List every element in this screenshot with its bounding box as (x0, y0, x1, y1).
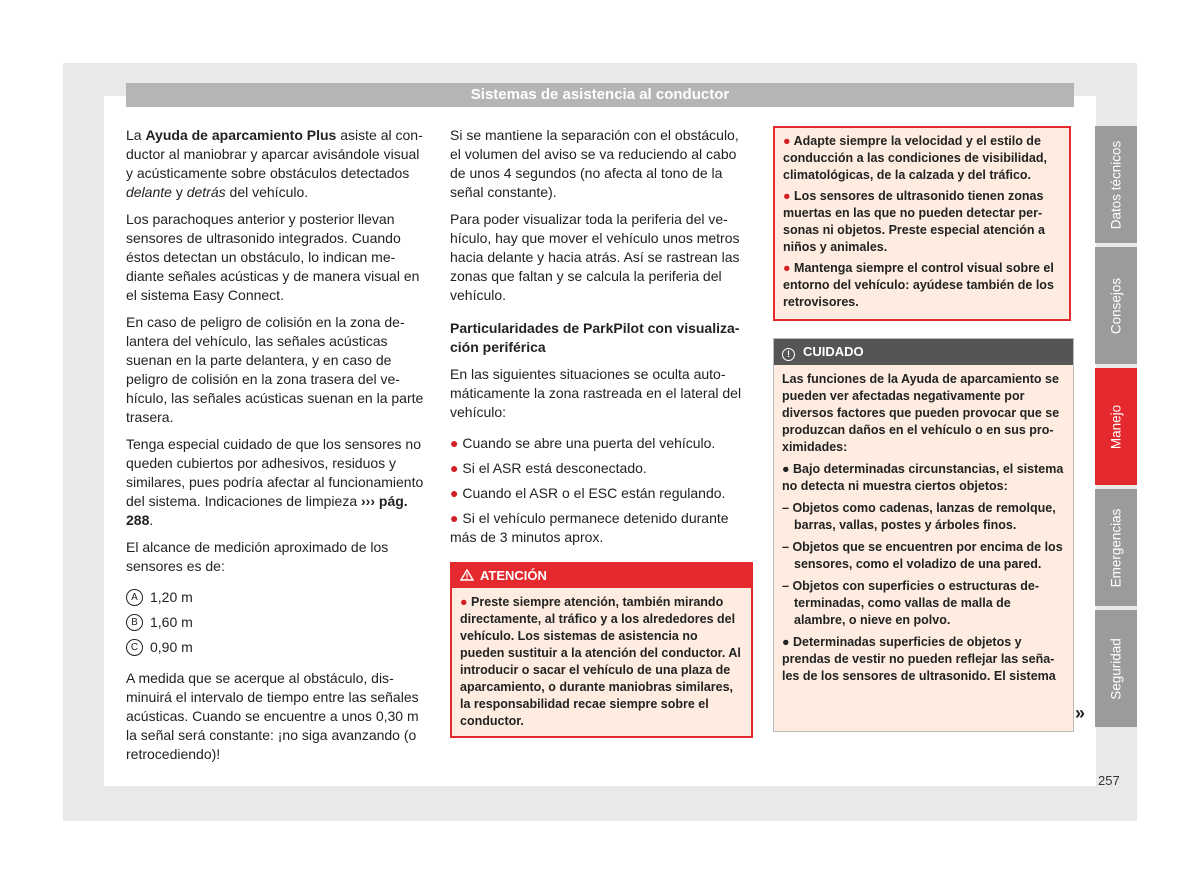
interval-paragraph: A medida que se acerque al obstáculo, disminuirá el intervalo de tiempo entre las señales acústicas. Cuando se encuentre a unos 0,30 m la señal será constante: ¡no siga avanzando (o retrocediendo)! (126, 670, 419, 762)
list-item: ● Cuando el ASR o el ESC están regulando. (450, 485, 726, 501)
range-paragraph: El alcance de medición aproximado de los sensores es de: (126, 539, 389, 574)
measure-item: B 1,60 m (126, 613, 426, 632)
list-item: – Objetos con superficies o estructuras determinadas, como vallas de malla de alambre, o nieve en polvo. (782, 579, 1040, 627)
caution-header: ! CUIDADO (774, 339, 1073, 365)
measure-item: C 0,90 m (126, 638, 426, 657)
attention-text: ● Preste siempre atención, también mirando directamente, al tráfico y a los alrededores del vehículo. Los sistemas de asistencia no pueden sustituir a la atención del conductor. Al introducir o sacar el vehículo de una plaza de aparcamiento, o durante maniobras similares, la responsabilidad recae siempre sobre el conductor. (460, 595, 741, 728)
list-item: ● Mantenga siempre el control visual sobre el entorno del vehículo: ayúdese también de los retrovisores. (783, 261, 1054, 309)
tab-consejos[interactable]: Consejos (1095, 247, 1137, 364)
list-item: ● Determinadas superficies de objetos y prendas de vestir no pueden reflejar las señales de los sensores de ultrasonido. El sistema (782, 635, 1056, 683)
column-2 (450, 126, 750, 555)
tab-seguridad[interactable]: Seguridad (1095, 610, 1137, 727)
subheading: Particularidades de ParkPilot con visualización periférica (450, 320, 740, 355)
info-circle-icon: ! (782, 348, 795, 361)
warning-triangle-icon (460, 569, 474, 581)
cleaning-paragraph: Tenga especial cuidado de que los sensores no queden cubiertos por adhesivos, residuos y similares, pues podría afectar al funcionamiento del sistema. Indicaciones de limpieza ››› pág. 288. (126, 436, 424, 528)
intro-paragraph: La Ayuda de aparcamiento Plus asiste al conductor al maniobrar y aparcar avisándole visual y acústicamente sobre obstáculos detectados delante y detrás del vehículo. (126, 127, 423, 200)
letter-a-icon: A (126, 589, 143, 606)
list-item: ● Bajo determinadas circunstancias, el sistema no detecta ni muestra ciertos objetos: (782, 462, 1064, 493)
section-header: Sistemas de asistencia al conductor (126, 83, 1074, 107)
list-item: – Objetos como cadenas, lanzas de remolque, barras, vallas, postes y árboles finos. (782, 501, 1056, 532)
situations-list (450, 434, 750, 547)
warning-box (773, 126, 1071, 321)
tab-emergencias[interactable]: Emergencias (1095, 489, 1137, 606)
situations-paragraph: En las siguientes situaciones se oculta automáticamente la zona rastreada en el lateral del vehículo: (450, 366, 742, 420)
continued-arrow-icon: » (1075, 703, 1086, 723)
page-number: 257 (1098, 773, 1120, 788)
list-item: ● Si el ASR está desconectado. (450, 460, 647, 476)
sensors-paragraph: Los parachoques anterior y posterior llevan sensores de ultrasonido integrados. Cuando éstos detectan un obstáculo, lo indican mediante señales acústicas y de manera visual en el sistema Easy Connect. (126, 211, 420, 303)
caution-text: Las funciones de la Ayuda de aparcamiento se pueden ver afectadas negativamente por diversos factores que pueden provocar que se produzcan daños en el vehículo o en sus proximidades: ● Bajo determinadas circunstancias, el sistema no detecta ni muestra ciertos objetos: – Objetos como cadenas, lanzas de remolque, barras, vallas, postes y árboles finos. – Objetos que se encuentren por encima de los sensores, como el voladizo de una pared. – Objetos con superficies o estructuras determinadas, como vallas de malla de alambre, o nieve en polvo. ● Determinadas superficies de objetos y prendas de vestir no pueden reflejar las señales de los sensores de ultrasonido. El sistema (782, 372, 1064, 683)
volume-paragraph: Si se mantiene la separación con el obstáculo, el volumen del aviso se va reduciendo al cabo de unos 4 segundos (no afecta al tono de la señal constante). (450, 127, 739, 200)
column-1 (126, 126, 426, 772)
periphery-paragraph: Para poder visualizar toda la periferia del vehículo, hay que mover el vehículo unos metros hacia delante y hacia atrás. Así se rastrean las zonas que faltan y se calcula la periferia del vehículo. (450, 211, 740, 303)
tab-datos-tecnicos[interactable]: Datos técnicos (1095, 126, 1137, 243)
list-item: ● Cuando se abre una puerta del vehículo. (450, 435, 716, 451)
list-item: ● Adapte siempre la velocidad y el estilo de conducción a las condiciones de visibilidad, climatológicas, de la calzada y del tráfico. (783, 134, 1047, 182)
attention-box (450, 562, 753, 738)
letter-c-icon: C (126, 639, 143, 656)
list-item: – Objetos que se encuentren por encima de los sensores, como el voladizo de una pared. (782, 540, 1063, 571)
page-reference-link[interactable]: ››› pág. 288 (126, 493, 408, 528)
collision-paragraph: En caso de peligro de colisión en la zona delantera del vehículo, las señales acústicas suenan en la parte delantera, y en caso de peligro de colisión en la zona trasera del vehículo, las señales acústicas suenan en la parte trasera. (126, 314, 424, 425)
measure-item: A 1,20 m (126, 588, 426, 607)
list-item: ● Si el vehículo permanece detenido durante más de 3 minutos aprox. (450, 510, 729, 545)
caution-box (773, 338, 1074, 732)
letter-b-icon: B (126, 614, 143, 631)
list-item: ● Los sensores de ultrasonido tienen zonas muertas en las que no pueden detectar personas ni objetos. Preste especial atención a niños y animales. (783, 189, 1045, 254)
measure-list (126, 588, 426, 657)
tab-manejo[interactable]: Manejo (1095, 368, 1137, 485)
attention-header: ATENCIÓN (452, 564, 751, 588)
